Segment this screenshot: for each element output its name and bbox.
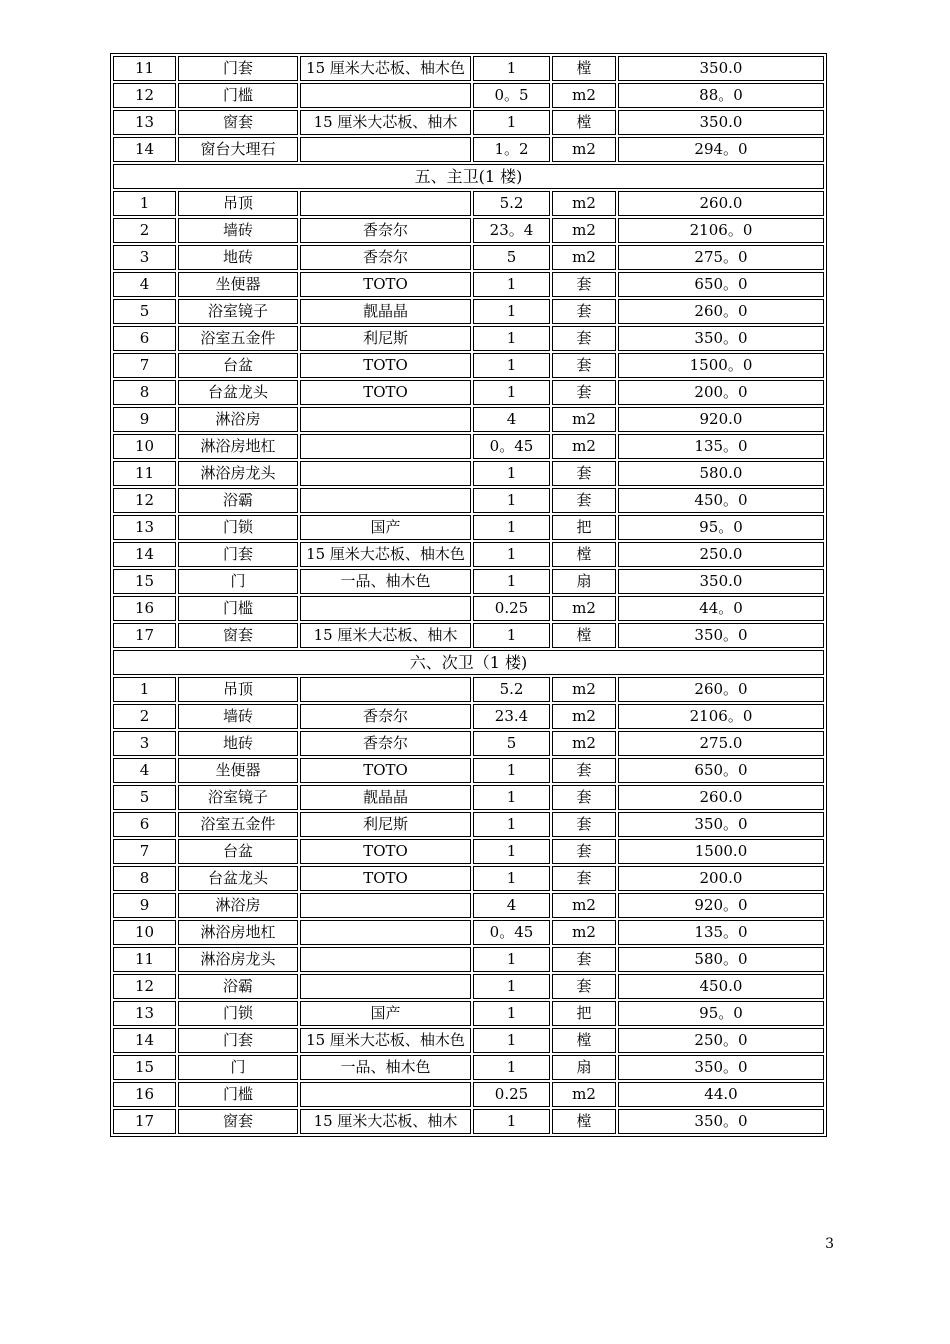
table-row <box>113 758 824 783</box>
table-row <box>113 920 824 945</box>
item-quantity-cell: 0.25 <box>473 1082 550 1107</box>
item-price-cell: 2106。0 <box>618 218 824 243</box>
item-quantity-cell: 1 <box>473 299 550 324</box>
item-quantity-cell: 1 <box>473 56 550 81</box>
table-row <box>113 1055 824 1080</box>
item-price-cell: 260.0 <box>618 785 824 810</box>
item-price-cell: 88。0 <box>618 83 824 108</box>
item-name-cell: 淋浴房 <box>178 407 298 432</box>
item-number-cell: 11 <box>113 947 176 972</box>
item-name-cell: 台盆 <box>178 839 298 864</box>
item-price-cell: 350.0 <box>618 56 824 81</box>
item-name-cell: 墙砖 <box>178 704 298 729</box>
item-unit-cell: m2 <box>552 893 616 918</box>
item-price-cell: 350.0 <box>618 569 824 594</box>
item-number-cell: 8 <box>113 866 176 891</box>
item-quantity-cell: 1 <box>473 380 550 405</box>
item-number-cell: 3 <box>113 245 176 270</box>
item-quantity-cell: 1 <box>473 488 550 513</box>
item-unit-cell: 套 <box>552 326 616 351</box>
item-spec-cell: 靓晶晶 <box>300 299 471 324</box>
item-spec-cell <box>300 407 471 432</box>
item-price-cell: 350。0 <box>618 1055 824 1080</box>
item-spec-cell: TOTO <box>300 866 471 891</box>
item-name-cell: 淋浴房龙头 <box>178 461 298 486</box>
item-unit-cell: m2 <box>552 1082 616 1107</box>
item-number-cell: 13 <box>113 1001 176 1026</box>
item-price-cell: 350.0 <box>618 110 824 135</box>
item-spec-cell <box>300 677 471 702</box>
item-price-cell: 294。0 <box>618 137 824 162</box>
item-price-cell: 135。0 <box>618 434 824 459</box>
item-price-cell: 275。0 <box>618 245 824 270</box>
table-row <box>113 515 824 540</box>
item-spec-cell: TOTO <box>300 839 471 864</box>
item-name-cell: 门 <box>178 569 298 594</box>
item-quantity-cell: 4 <box>473 407 550 432</box>
item-number-cell: 12 <box>113 488 176 513</box>
section-header-row <box>113 650 824 675</box>
table-row <box>113 407 824 432</box>
item-quantity-cell: 1 <box>473 623 550 648</box>
item-name-cell: 地砖 <box>178 245 298 270</box>
item-unit-cell: m2 <box>552 245 616 270</box>
quotation-table-body <box>113 56 824 1134</box>
table-row <box>113 218 824 243</box>
item-name-cell: 浴霸 <box>178 488 298 513</box>
table-row <box>113 1028 824 1053</box>
item-number-cell: 9 <box>113 407 176 432</box>
item-unit-cell: 把 <box>552 1001 616 1026</box>
item-spec-cell <box>300 947 471 972</box>
item-unit-cell: 樘 <box>552 623 616 648</box>
item-name-cell: 浴霸 <box>178 974 298 999</box>
item-name-cell: 门锁 <box>178 515 298 540</box>
item-unit-cell: 樘 <box>552 542 616 567</box>
item-spec-cell <box>300 1082 471 1107</box>
table-row <box>113 866 824 891</box>
item-number-cell: 6 <box>113 812 176 837</box>
table-row <box>113 461 824 486</box>
table-row <box>113 731 824 756</box>
item-price-cell: 95。0 <box>618 1001 824 1026</box>
item-unit-cell: 套 <box>552 785 616 810</box>
section-title: 五、主卫(1 楼) <box>113 164 824 189</box>
item-quantity-cell: 1 <box>473 785 550 810</box>
item-number-cell: 10 <box>113 434 176 459</box>
item-quantity-cell: 1 <box>473 758 550 783</box>
item-spec-cell: 15 厘米大芯板、柚木 <box>300 623 471 648</box>
item-name-cell: 地砖 <box>178 731 298 756</box>
item-name-cell: 吊顶 <box>178 191 298 216</box>
item-price-cell: 1500。0 <box>618 353 824 378</box>
item-unit-cell: m2 <box>552 731 616 756</box>
table-row <box>113 434 824 459</box>
item-price-cell: 260。0 <box>618 299 824 324</box>
section-title: 六、次卫（1 楼) <box>113 650 824 675</box>
item-spec-cell: 一品、柚木色 <box>300 569 471 594</box>
item-unit-cell: 套 <box>552 380 616 405</box>
item-price-cell: 920.0 <box>618 407 824 432</box>
item-name-cell: 窗套 <box>178 1109 298 1134</box>
table-row <box>113 353 824 378</box>
item-spec-cell: 香奈尔 <box>300 704 471 729</box>
item-price-cell: 44。0 <box>618 596 824 621</box>
item-number-cell: 2 <box>113 704 176 729</box>
item-number-cell: 7 <box>113 353 176 378</box>
item-spec-cell: 香奈尔 <box>300 218 471 243</box>
table-row <box>113 839 824 864</box>
item-unit-cell: m2 <box>552 137 616 162</box>
item-unit-cell: m2 <box>552 920 616 945</box>
item-spec-cell: 利尼斯 <box>300 326 471 351</box>
item-number-cell: 9 <box>113 893 176 918</box>
item-price-cell: 260.0 <box>618 191 824 216</box>
item-number-cell: 4 <box>113 758 176 783</box>
item-unit-cell: m2 <box>552 218 616 243</box>
item-spec-cell: 靓晶晶 <box>300 785 471 810</box>
item-unit-cell: 樘 <box>552 56 616 81</box>
item-price-cell: 135。0 <box>618 920 824 945</box>
item-number-cell: 11 <box>113 56 176 81</box>
item-quantity-cell: 1 <box>473 1055 550 1080</box>
table-row <box>113 272 824 297</box>
item-spec-cell <box>300 191 471 216</box>
item-name-cell: 门 <box>178 1055 298 1080</box>
table-row <box>113 1001 824 1026</box>
item-unit-cell: 套 <box>552 866 616 891</box>
table-row <box>113 137 824 162</box>
item-name-cell: 台盆龙头 <box>178 866 298 891</box>
item-quantity-cell: 1 <box>473 569 550 594</box>
item-price-cell: 920。0 <box>618 893 824 918</box>
item-unit-cell: 套 <box>552 353 616 378</box>
item-spec-cell: 15 厘米大芯板、柚木色 <box>300 1028 471 1053</box>
item-spec-cell: TOTO <box>300 272 471 297</box>
item-name-cell: 门套 <box>178 56 298 81</box>
item-name-cell: 淋浴房地杠 <box>178 920 298 945</box>
item-name-cell: 门槛 <box>178 1082 298 1107</box>
item-unit-cell: 套 <box>552 839 616 864</box>
item-price-cell: 2106。0 <box>618 704 824 729</box>
item-quantity-cell: 1 <box>473 353 550 378</box>
item-unit-cell: m2 <box>552 677 616 702</box>
item-unit-cell: m2 <box>552 434 616 459</box>
item-price-cell: 650。0 <box>618 758 824 783</box>
item-quantity-cell: 1 <box>473 326 550 351</box>
item-price-cell: 250。0 <box>618 1028 824 1053</box>
item-unit-cell: 把 <box>552 515 616 540</box>
item-spec-cell: TOTO <box>300 353 471 378</box>
table-row <box>113 1109 824 1134</box>
item-quantity-cell: 1。2 <box>473 137 550 162</box>
table-row <box>113 1082 824 1107</box>
item-name-cell: 坐便器 <box>178 758 298 783</box>
item-number-cell: 2 <box>113 218 176 243</box>
item-quantity-cell: 0。5 <box>473 83 550 108</box>
table-row <box>113 299 824 324</box>
item-spec-cell: TOTO <box>300 758 471 783</box>
item-price-cell: 200。0 <box>618 380 824 405</box>
item-unit-cell: 套 <box>552 461 616 486</box>
item-price-cell: 95。0 <box>618 515 824 540</box>
item-quantity-cell: 0.25 <box>473 596 550 621</box>
item-quantity-cell: 1 <box>473 110 550 135</box>
item-unit-cell: m2 <box>552 596 616 621</box>
table-row <box>113 704 824 729</box>
item-unit-cell: 套 <box>552 758 616 783</box>
item-unit-cell: 樘 <box>552 1028 616 1053</box>
item-quantity-cell: 5 <box>473 245 550 270</box>
item-number-cell: 16 <box>113 596 176 621</box>
section-header-row <box>113 164 824 189</box>
item-name-cell: 浴室镜子 <box>178 299 298 324</box>
item-name-cell: 浴室五金件 <box>178 812 298 837</box>
item-spec-cell <box>300 461 471 486</box>
item-number-cell: 1 <box>113 191 176 216</box>
item-number-cell: 11 <box>113 461 176 486</box>
item-number-cell: 15 <box>113 569 176 594</box>
item-quantity-cell: 1 <box>473 1028 550 1053</box>
item-number-cell: 3 <box>113 731 176 756</box>
item-price-cell: 44.0 <box>618 1082 824 1107</box>
item-spec-cell <box>300 974 471 999</box>
item-price-cell: 580.0 <box>618 461 824 486</box>
item-quantity-cell: 1 <box>473 974 550 999</box>
item-unit-cell: 套 <box>552 812 616 837</box>
item-spec-cell <box>300 596 471 621</box>
table-row <box>113 245 824 270</box>
item-quantity-cell: 1 <box>473 515 550 540</box>
item-spec-cell: 15 厘米大芯板、柚木 <box>300 1109 471 1134</box>
item-number-cell: 17 <box>113 623 176 648</box>
item-quantity-cell: 5 <box>473 731 550 756</box>
item-unit-cell: m2 <box>552 407 616 432</box>
item-quantity-cell: 23。4 <box>473 218 550 243</box>
item-price-cell: 350。0 <box>618 326 824 351</box>
item-price-cell: 450.0 <box>618 974 824 999</box>
page-number: 3 <box>825 1236 834 1252</box>
item-spec-cell <box>300 137 471 162</box>
item-name-cell: 窗台大理石 <box>178 137 298 162</box>
item-unit-cell: 套 <box>552 974 616 999</box>
item-name-cell: 窗套 <box>178 110 298 135</box>
item-quantity-cell: 0。45 <box>473 434 550 459</box>
item-spec-cell <box>300 83 471 108</box>
item-price-cell: 650。0 <box>618 272 824 297</box>
item-spec-cell: 15 厘米大芯板、柚木 <box>300 110 471 135</box>
table-row <box>113 191 824 216</box>
table-row <box>113 596 824 621</box>
item-number-cell: 5 <box>113 299 176 324</box>
item-spec-cell: 15 厘米大芯板、柚木色 <box>300 542 471 567</box>
item-unit-cell: 套 <box>552 272 616 297</box>
quotation-table <box>110 53 827 1137</box>
item-spec-cell <box>300 920 471 945</box>
item-number-cell: 8 <box>113 380 176 405</box>
table-row <box>113 623 824 648</box>
table-row <box>113 893 824 918</box>
table-row <box>113 785 824 810</box>
item-unit-cell: m2 <box>552 704 616 729</box>
item-spec-cell: 15 厘米大芯板、柚木色 <box>300 56 471 81</box>
table-row <box>113 974 824 999</box>
item-spec-cell: 国产 <box>300 1001 471 1026</box>
item-price-cell: 450。0 <box>618 488 824 513</box>
item-number-cell: 13 <box>113 515 176 540</box>
item-quantity-cell: 1 <box>473 866 550 891</box>
item-spec-cell: 一品、柚木色 <box>300 1055 471 1080</box>
item-unit-cell: 套 <box>552 299 616 324</box>
item-name-cell: 窗套 <box>178 623 298 648</box>
item-name-cell: 浴室镜子 <box>178 785 298 810</box>
item-quantity-cell: 1 <box>473 461 550 486</box>
item-price-cell: 260。0 <box>618 677 824 702</box>
item-price-cell: 200.0 <box>618 866 824 891</box>
table-row <box>113 83 824 108</box>
item-spec-cell: TOTO <box>300 380 471 405</box>
item-quantity-cell: 1 <box>473 812 550 837</box>
item-name-cell: 淋浴房 <box>178 893 298 918</box>
item-spec-cell <box>300 488 471 513</box>
item-number-cell: 6 <box>113 326 176 351</box>
item-number-cell: 10 <box>113 920 176 945</box>
item-name-cell: 坐便器 <box>178 272 298 297</box>
item-unit-cell: 套 <box>552 947 616 972</box>
item-number-cell: 1 <box>113 677 176 702</box>
item-quantity-cell: 1 <box>473 1001 550 1026</box>
table-row <box>113 947 824 972</box>
item-number-cell: 12 <box>113 83 176 108</box>
item-spec-cell <box>300 434 471 459</box>
item-spec-cell: 国产 <box>300 515 471 540</box>
item-number-cell: 5 <box>113 785 176 810</box>
table-row <box>113 110 824 135</box>
item-name-cell: 吊顶 <box>178 677 298 702</box>
item-number-cell: 16 <box>113 1082 176 1107</box>
item-quantity-cell: 1 <box>473 1109 550 1134</box>
item-quantity-cell: 5.2 <box>473 191 550 216</box>
item-price-cell: 350。0 <box>618 623 824 648</box>
item-number-cell: 13 <box>113 110 176 135</box>
table-row <box>113 380 824 405</box>
item-name-cell: 淋浴房地杠 <box>178 434 298 459</box>
item-price-cell: 1500.0 <box>618 839 824 864</box>
item-unit-cell: 套 <box>552 488 616 513</box>
table-row <box>113 542 824 567</box>
item-price-cell: 580。0 <box>618 947 824 972</box>
table-row <box>113 677 824 702</box>
item-quantity-cell: 1 <box>473 272 550 297</box>
item-number-cell: 14 <box>113 542 176 567</box>
item-name-cell: 门槛 <box>178 83 298 108</box>
item-quantity-cell: 5.2 <box>473 677 550 702</box>
item-number-cell: 15 <box>113 1055 176 1080</box>
item-quantity-cell: 1 <box>473 839 550 864</box>
item-unit-cell: 樘 <box>552 110 616 135</box>
item-quantity-cell: 1 <box>473 542 550 567</box>
item-number-cell: 4 <box>113 272 176 297</box>
item-unit-cell: m2 <box>552 83 616 108</box>
item-name-cell: 门套 <box>178 1028 298 1053</box>
item-number-cell: 17 <box>113 1109 176 1134</box>
item-price-cell: 350。0 <box>618 812 824 837</box>
item-unit-cell: 樘 <box>552 1109 616 1134</box>
table-row <box>113 326 824 351</box>
item-name-cell: 浴室五金件 <box>178 326 298 351</box>
item-quantity-cell: 0。45 <box>473 920 550 945</box>
item-spec-cell: 香奈尔 <box>300 731 471 756</box>
item-number-cell: 14 <box>113 1028 176 1053</box>
table-row <box>113 488 824 513</box>
table-row <box>113 56 824 81</box>
item-unit-cell: 扇 <box>552 1055 616 1080</box>
item-quantity-cell: 1 <box>473 947 550 972</box>
item-quantity-cell: 4 <box>473 893 550 918</box>
table-row <box>113 569 824 594</box>
item-number-cell: 14 <box>113 137 176 162</box>
item-price-cell: 350。0 <box>618 1109 824 1134</box>
item-name-cell: 墙砖 <box>178 218 298 243</box>
item-quantity-cell: 23.4 <box>473 704 550 729</box>
item-number-cell: 7 <box>113 839 176 864</box>
item-spec-cell <box>300 893 471 918</box>
item-spec-cell: 香奈尔 <box>300 245 471 270</box>
item-spec-cell: 利尼斯 <box>300 812 471 837</box>
item-price-cell: 250.0 <box>618 542 824 567</box>
item-unit-cell: m2 <box>552 191 616 216</box>
item-name-cell: 门锁 <box>178 1001 298 1026</box>
item-name-cell: 门套 <box>178 542 298 567</box>
item-name-cell: 台盆 <box>178 353 298 378</box>
item-unit-cell: 扇 <box>552 569 616 594</box>
table-row <box>113 812 824 837</box>
item-name-cell: 淋浴房龙头 <box>178 947 298 972</box>
item-number-cell: 12 <box>113 974 176 999</box>
item-name-cell: 门槛 <box>178 596 298 621</box>
item-name-cell: 台盆龙头 <box>178 380 298 405</box>
item-price-cell: 275.0 <box>618 731 824 756</box>
